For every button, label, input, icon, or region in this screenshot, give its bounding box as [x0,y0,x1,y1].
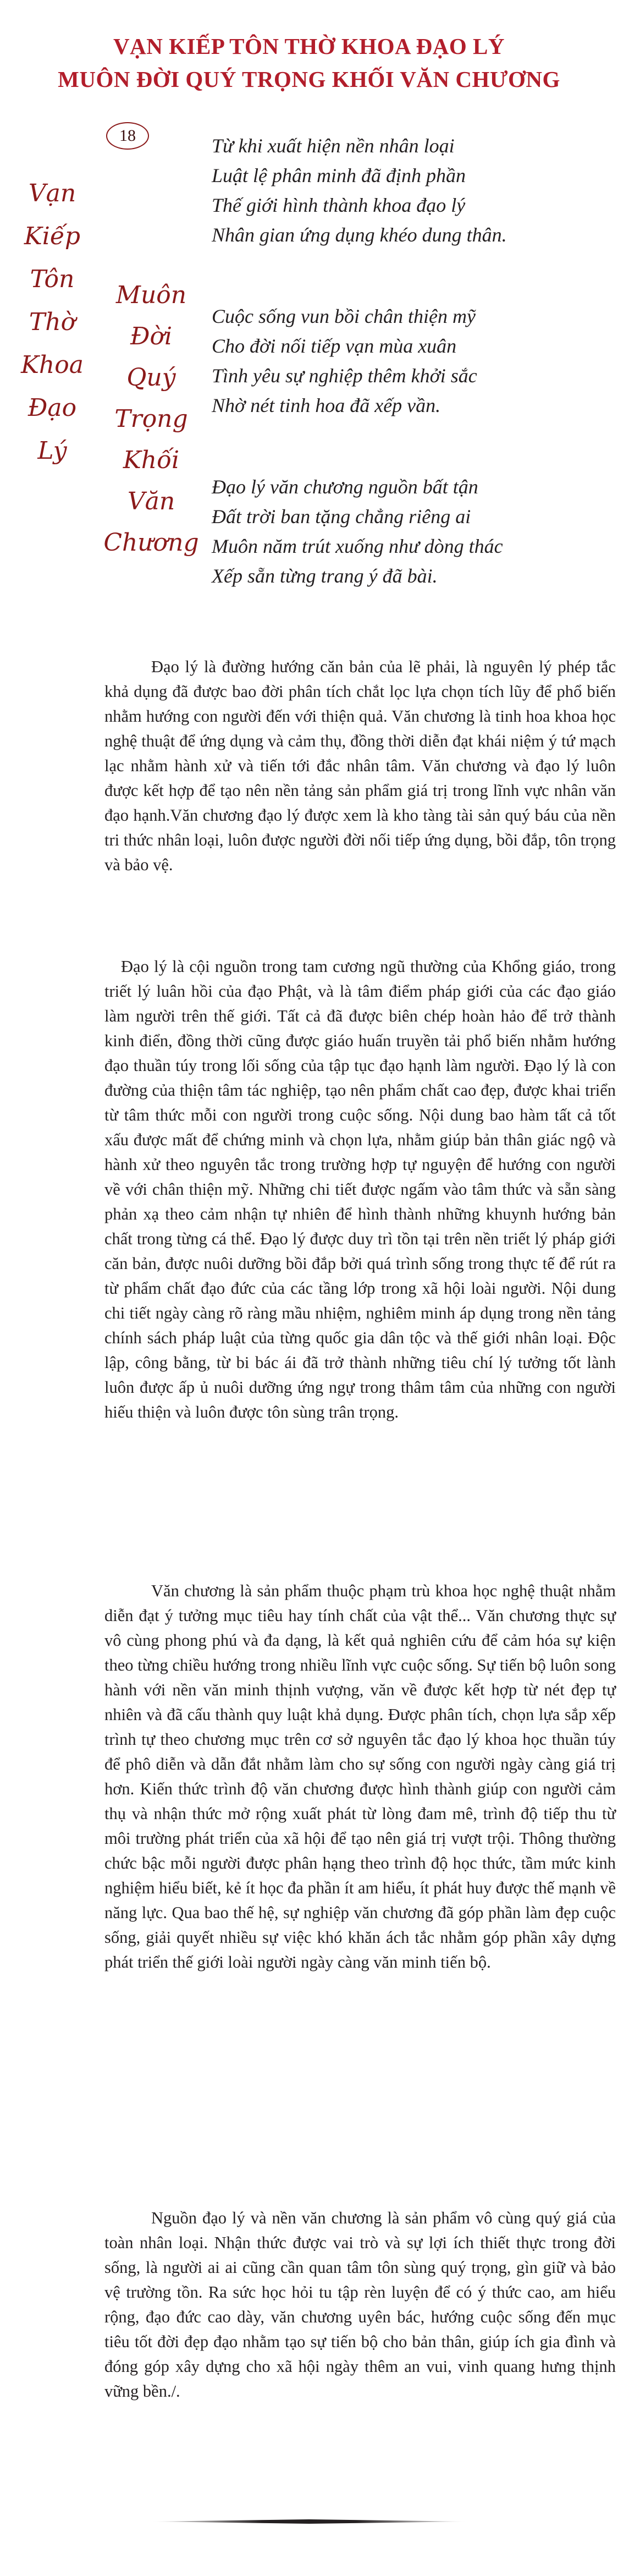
poem-line: Nhờ nét tinh hoa đã xếp vần. [212,394,441,416]
page-number-badge: 18 [106,122,149,150]
poem-line: Từ khi xuất hiện nền nhân loại [212,135,455,157]
poem-line: Luật lệ phân minh đã định phần [212,164,466,186]
poem-line: Nhân gian ứng dụng khéo dung thân. [212,224,507,246]
calligraphy-word: Thờ [29,308,76,336]
calligraphy-word: Lý [37,437,67,465]
body-paragraph-2: Đạo lý là cội nguồn trong tam cương ngũ thường của Khổng giáo, trong triết lý luân hồi của đạo Phật, và là tâm điểm pháp giới của các đạo giáo làm người trên thế giới. Tất cả đã được biên chép hoàn hảo để trở thành kinh điển, đồng thời cũng được giáo huấn truyền tải phổ biến nhằm hướng đạo thuần túy trong lối sống của tập tục đạo hạnh làm người. Đạo lý là con đường của thiện tâm tác nghiệp, tạo nên phẩm chất cao đẹp, được khai triển từ tâm thức mỗi con người trong cuộc sống. Nội dung bao hàm tất cả tốt xấu được mất để chứng minh và chọn lựa, nhằm giúp bản thân giác ngộ và hành xử theo nguyên tắc trong trường hợp tự nguyện để hướng con người về với chân thiện mỹ. Những chi tiết được ngấm vào tâm thức và sẵn sàng phản xạ theo cảm nhận tự nhiên để hình thành những khuynh hướng bản chất trong từng cá thể. Đạo lý được duy trì tồn tại trên nền triết lý pháp giới căn bản, được nuôi dưỡng bồi đắp bởi quá trình sống trong thực tế để rút ra từ phẩm chất đạo đức của các tầng lớp trong xã hội loài người. Nội dung chi tiết ngày càng rõ ràng mầu nhiệm, nghiêm minh áp dụng trong nền tảng chính sách pháp luật của từng quốc gia dân tộc và thế giới nhân loại. Độc lập, công bằng, từ bi bác ái đã trở thành những tiêu chí lý tưởng tốt lành luôn được ấp ủ nuôi dưỡng ứng ngự trong thâm tâm của những con người hiếu thiện và luôn được tôn sùng trân trọng. [104,957,616,1421]
calligraphy-word: Vạn [28,179,76,207]
poem-line: Xếp sẵn từng trang ý đã bài. [212,565,438,587]
body-paragraph-1: Đạo lý là đường hướng căn bản của lẽ phải, là nguyên lý phép tắc khả dụng đã được bao đời phân tích chắt lọc lựa chọn tích lũy để phổ biến nhằm hướng con người đến với thiện quả. Văn chương là tinh hoa khoa học nghệ thuật để ứng dụng và cảm thụ, đồng thời diễn đạt khái niệm ý tứ mạch lạc nhằm hành xử và tiến tới đắc nhân tâm. Văn chương và đạo lý luôn được kết hợp để tạo nên nền tảng sản phẩm giá trị trong lĩnh vực nhân văn đạo hạnh.Văn chương đạo lý được xem là kho tàng tài sản quý báu của nền tri thức nhân loại, luôn được người đời nối tiếp ứng dụng, bồi đắp, tôn trọng và bảo vệ. [104,657,616,874]
calligraphy-word: Đạo [27,394,77,422]
poem-stanza-1 [212,131,507,250]
calligraphy-word: Kiếp [24,222,81,250]
poem-line: Đạo lý văn chương nguồn bất tận [212,476,478,498]
poem-line: Thế giới hình thành khoa đạo lý [212,194,466,216]
poem-line: Tình yêu sự nghiệp thêm khởi sắc [212,365,477,387]
calligraphy-word: Tôn [30,265,75,293]
calligraphy-word: Văn [127,487,175,515]
body-paragraph-3: Văn chương là sản phẩm thuộc phạm trù khoa học nghệ thuật nhằm diễn đạt ý tưởng mục tiêu hay tính chất của vật thể... Văn chương thực sự vô cùng phong phú và đa dạng, là kết quả nghiên cứu để cảm hóa sự kiện theo từng chiều hướng trong nhiều lĩnh vực cuộc sống. Sự tiến bộ luôn song hành với nền văn minh thịnh vượng, văn về được kết hợp từ nét đẹp tự nhiên và đã cấu thành quy luật khả dụng. Được phân tích, chọn lựa sắp xếp trình tự theo chương mục trên cơ sở nguyên tắc đạo lý khoa học thuần túy để phô diễn và dẫn đắt nhằm làm cho sự sống con người ngày càng giá trị hơn. Kiến thức trình độ văn chương được hình thành giúp con người cảm thụ và nhận thức mở rộng xuất phát từ lòng đam mê, trình độ tiếp thu từ môi trường phát triển của xã hội để tạo nên giá trị vượt trội. Thông thường chức bậc mỗi người được phân hạng theo trình độ học thức, tầm mức kinh nghiệm hiểu biết, kẻ ít học đa phần ít am hiểu, ít phát huy được thế mạnh về năng lực. Qua bao thế hệ, sự nghiệp văn chương đã góp phần làm đẹp cuộc sống, giải quyết nhiều sự việc khó khăn ách tắc nhằm góp phần xây dựng phát triển thế giới loài người ngày càng văn minh tiến bộ. [104,1581,616,1971]
poem-line: Cho đời nối tiếp vạn mùa xuân [212,335,457,357]
calligraphy-word: Khoa [21,351,84,379]
calligraphy-word: Khối [123,446,180,474]
poem-line: Đất trời ban tặng chẳng riêng ai [212,506,471,528]
poem-stanza-2 [212,301,477,420]
title-line-1: VẠN KIẾP TÔN THỜ KHOA ĐẠO LÝ [113,34,505,59]
poem-line: Cuộc sống vun bồi chân thiện mỹ [212,305,476,327]
calligraphy-word: Muôn [115,281,187,309]
closing-divider [151,2519,467,2524]
calligraphy-word: Trọng [114,405,188,433]
calligraphy-word: Chương [103,529,199,557]
poem-stanza-3 [212,472,503,591]
body-paragraph-4: Nguồn đạo lý và nền văn chương là sản phẩm vô cùng quý giá của toàn nhân loại. Nhận thức được vai trò và sự lợi ích thiết thực trong đời sống, là người ai ai cũng cần quan tâm tôn sùng quý trọng, gìn giữ và bảo vệ trường tồn. Ra sức học hỏi tu tập rèn luyện để có ý thức cao, am hiểu rộng, đạo đức cao dày, văn chương uyên bác, hướng cuộc sống đến mục tiêu tốt đời đẹp đạo nhằm tạo sự tiến bộ cho bản thân, giúp ích gia đình và đóng góp xây dựng cho xã hội ngày thêm an vui, vinh quang hưng thịnh vững bền./. [104,2209,616,2401]
poem-line: Muôn năm trút xuống như dòng thác [212,535,503,557]
calligraphy-word: Quý [126,364,176,392]
title-line-2: MUÔN ĐỜI QUÝ TRỌNG KHỐI VĂN CHƯƠNG [58,67,560,92]
calligraphy-word: Đời [130,322,173,350]
